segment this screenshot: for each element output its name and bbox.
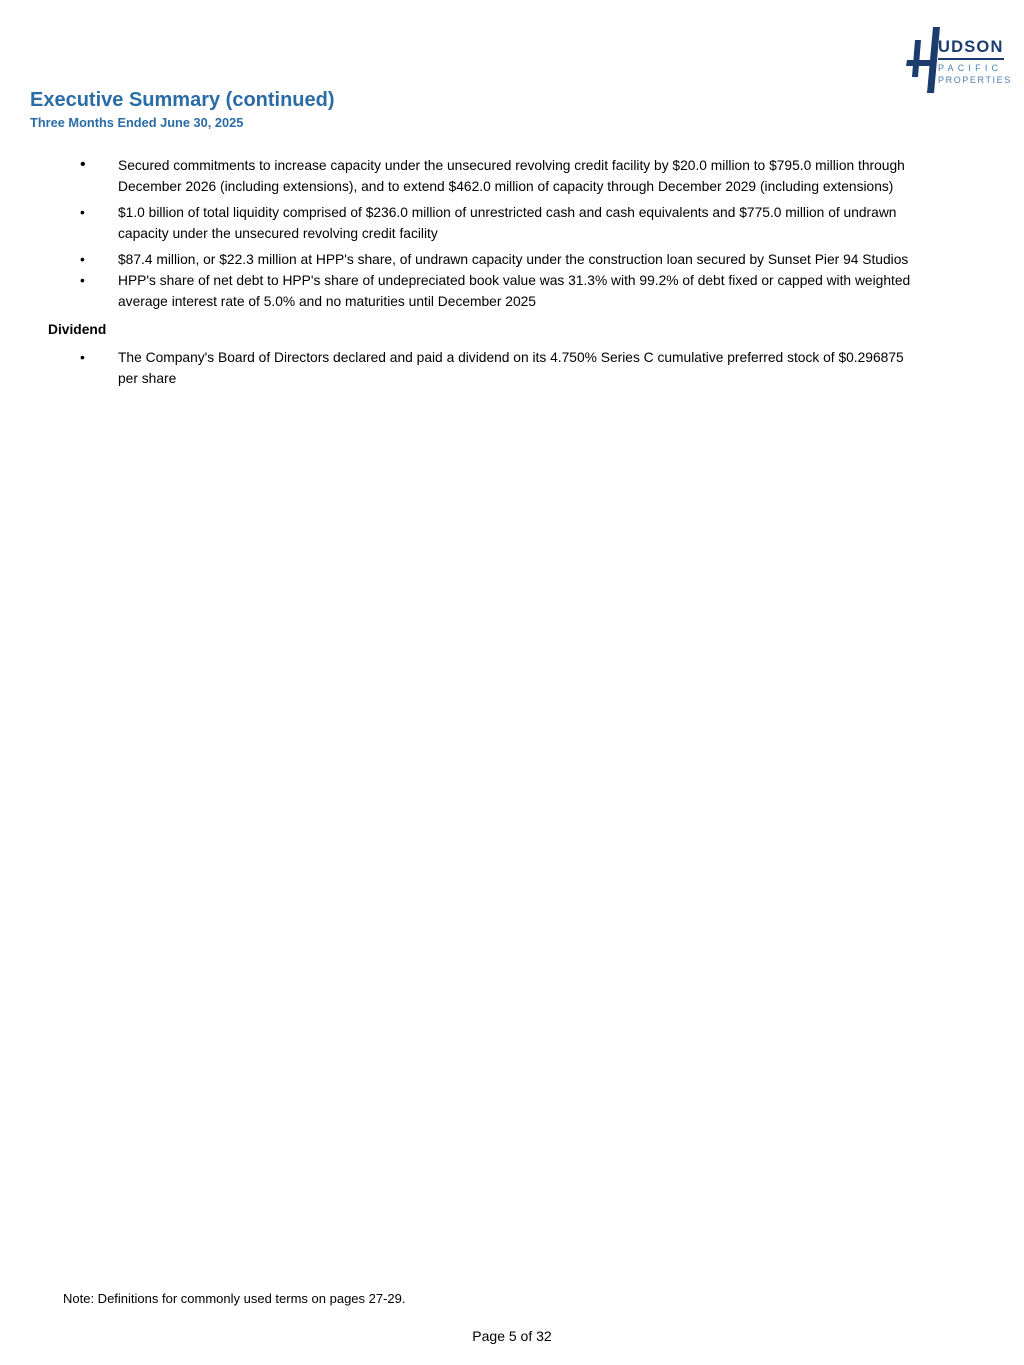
bullet-text: $87.4 million, or $22.3 million at HPP's share, of undrawn capacity under the construction loan secured by Sunset Pier 94 Studios: [118, 252, 909, 267]
bullet-text: The Company's Board of Directors declared and paid a dividend on its 4.750% Series C cumulative preferred stock of $0.296875 per share: [118, 350, 904, 386]
page-subtitle: Three Months Ended June 30, 2025: [30, 115, 244, 130]
list-item: [80, 155, 918, 197]
dividend-bullet-list: [0, 347, 918, 389]
list-item: [80, 270, 918, 312]
hudson-pacific-logo: [906, 27, 1012, 93]
bullet-text: Secured commitments to increase capacity under the unsecured revolving credit facility by $20.0 million to $795.0 million through December 2026 (including extensions), and to extend $462.0 million of capacity through December 2029 (including extensions): [118, 158, 905, 194]
header: [30, 88, 335, 131]
list-item: [80, 249, 918, 270]
list-item: [80, 347, 918, 389]
bullet-text: $1.0 billion of total liquidity comprised of $236.0 million of unrestricted cash and cash equivalents and $775.0 million of undrawn capacity under the unsecured revolving credit facility: [118, 205, 897, 241]
bullet-icon: •: [80, 205, 85, 220]
bullet-icon: •: [80, 273, 85, 288]
page-title: Executive Summary (continued): [30, 89, 335, 111]
bullet-text: HPP's share of net debt to HPP's share of undepreciated book value was 31.3% with 99.2% of debt fixed or capped with weighted average interest rate of 5.0% and no maturities until December 2025: [118, 273, 911, 309]
bullet-icon: •: [80, 252, 85, 267]
page-number: Page 5 of 32: [472, 1328, 552, 1344]
dividend-section-heading: Dividend: [48, 322, 107, 337]
logo-word-pacific: PACIFIC: [938, 63, 1003, 73]
summary-bullet-list: [0, 155, 918, 312]
bullet-icon: •: [80, 350, 85, 365]
logo-wordmark: [938, 27, 1012, 93]
logo-word-properties: PROPERTIES: [938, 75, 1012, 85]
definitions-note: Note: Definitions for commonly used terms on pages 27-29.: [63, 1291, 406, 1306]
logo-word-hudson: UDSON: [938, 38, 1004, 56]
list-item: [80, 202, 918, 244]
bullet-icon: •: [80, 156, 86, 173]
logo-divider: [938, 58, 1004, 60]
executive-summary-content: [0, 155, 1024, 394]
